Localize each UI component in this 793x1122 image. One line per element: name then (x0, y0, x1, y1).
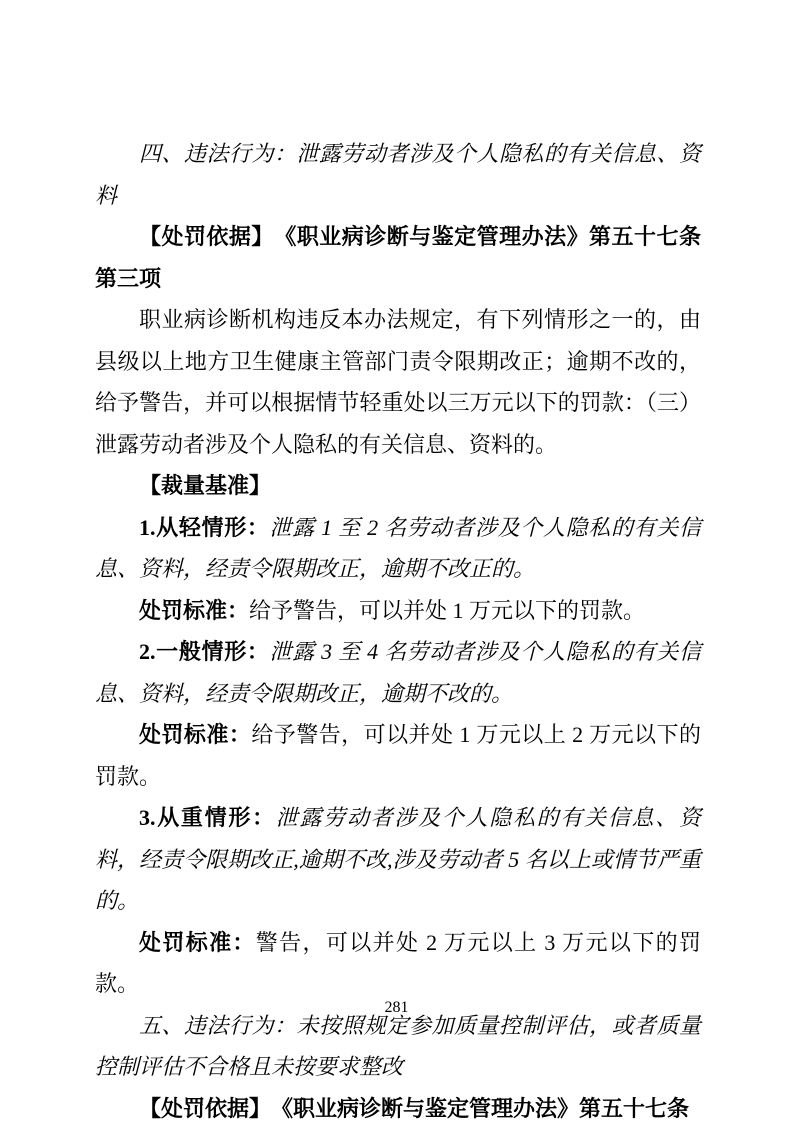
penalty-basis-4 (95, 216, 701, 299)
text-segment-bold: 《职业病诊断与鉴定管理办法》第五十七条第三项 (95, 224, 701, 291)
text-segment-bold: 处罚标准： (139, 929, 256, 955)
text-segment-kaiti: 五、违法行为：未按照规定参加质量控制评估，或者质量控制评估不合格且未按要求整改 (95, 1012, 701, 1079)
text-segment-song: 给予警告，可以并处 1 万元以上 2 万元以下的罚款。 (95, 722, 701, 789)
general-penalty-standard (95, 714, 701, 797)
text-segment-fangsong: 职业病诊断机构违反本办法规定，有下列情形之一的，由县级以上地方卫生健康主管部门责令限期改正；逾期不改的，给予警告，并可以根据情节轻重处以三万元以下的罚款：（三）泄露劳动者涉及个人隐私的有关信息、资料的。 (95, 307, 701, 457)
general-case (95, 631, 701, 714)
violation-item-4 (95, 133, 701, 216)
document-body (95, 133, 701, 1122)
text-segment-bold: 【处罚依据】 (139, 224, 263, 249)
text-segment-bold: 3.从重情形： (139, 805, 276, 830)
text-segment-song: 警告，可以并处 2 万元以上 3 万元以下的罚款。 (95, 929, 701, 996)
text-segment-kaiti: 泄露劳动者涉及个人隐私的有关信息、资料，经责令限期改正,逾期不改,涉及劳动者 5 名以上或情节严重的。 (95, 805, 701, 913)
text-segment-bold: 【裁量基准】 (139, 473, 272, 498)
lenient-penalty-standard (95, 590, 701, 632)
text-segment-bold: 【处罚依据】 (139, 1095, 261, 1121)
severe-penalty-standard (95, 922, 701, 1005)
text-segment-bold: 处罚标准： (139, 597, 250, 623)
lenient-case (95, 507, 701, 590)
page-number: 281 (384, 999, 409, 1016)
text-segment-bold: 1.从轻情形： (139, 514, 270, 540)
discretion-benchmark-heading (95, 465, 701, 507)
text-segment-bold: 《职业病诊断与鉴定管理办法》第五十七条 (260, 1095, 690, 1121)
penalty-basis-5 (95, 1088, 701, 1122)
text-segment-bold: 处罚标准： (139, 722, 252, 747)
statute-text-4 (95, 299, 701, 465)
text-segment-bold: 2.一般情形： (139, 639, 270, 664)
severe-case (95, 797, 701, 922)
text-segment-kaiti: 四、违法行为：泄露劳动者涉及个人隐私的有关信息、资料 (95, 141, 701, 208)
text-segment-kaiti: 泄露 3 至 4 名劳动者涉及个人隐私的有关信息、资料，经责令限期改正，逾期不改的。 (95, 639, 701, 706)
text-segment-kaiti: 泄露 1 至 2 名劳动者涉及个人隐私的有关信息、资料，经责令限期改正，逾期不改正的。 (95, 514, 701, 581)
text-segment-song: 给予警告，可以并处 1 万元以下的罚款。 (249, 597, 646, 623)
